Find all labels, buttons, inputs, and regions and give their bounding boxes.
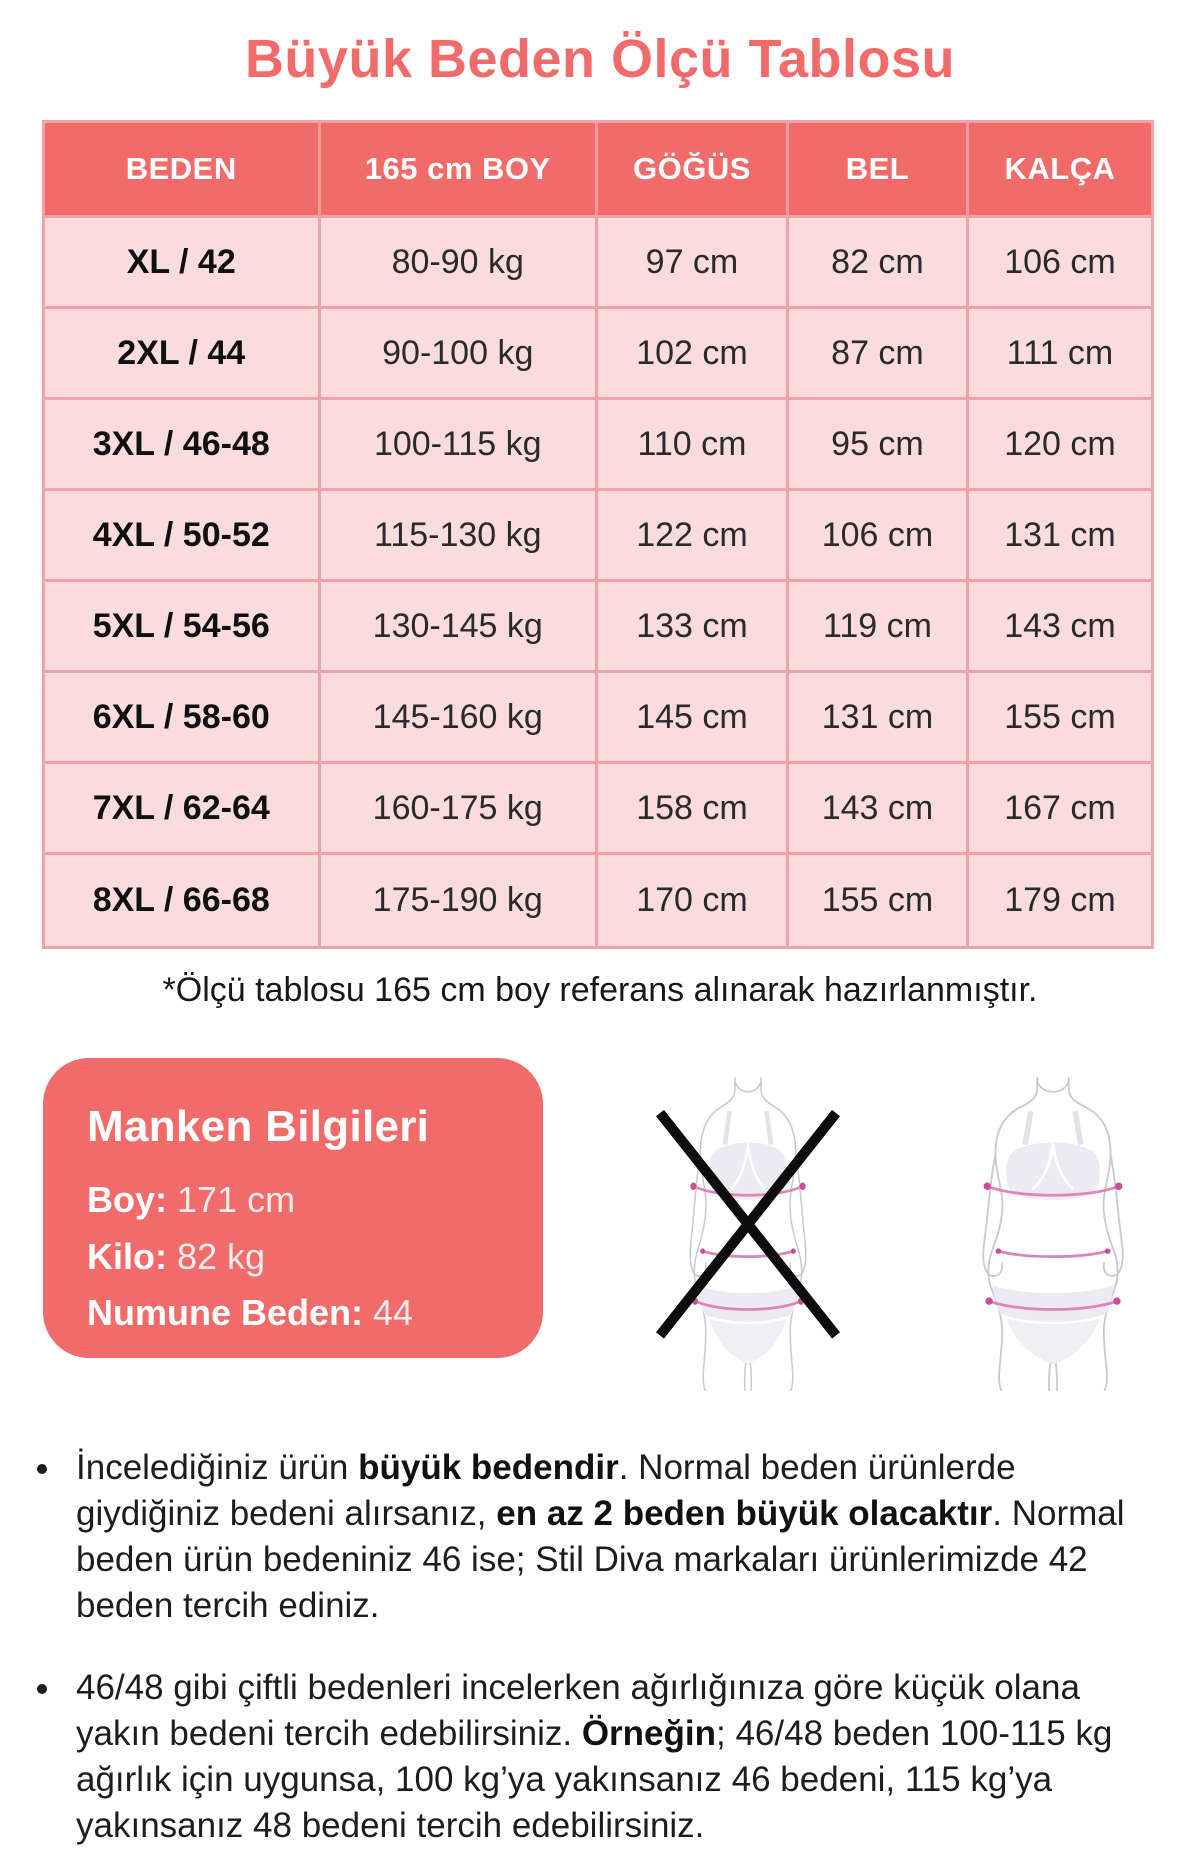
- crossed-out-body-figure-icon: [643, 1076, 853, 1391]
- table-cell: 80-90 kg: [321, 218, 599, 309]
- size-guide-page: [0, 28, 1200, 1845]
- plus-size-body-figure-icon: [948, 1076, 1158, 1391]
- table-cell: 106 cm: [789, 491, 969, 582]
- table-cell: 155 cm: [789, 855, 969, 946]
- model-info-row: [43, 1058, 1180, 1391]
- bullet-text-bold: büyük bedendir: [358, 1448, 619, 1487]
- model-height-label: Boy:: [87, 1179, 167, 1220]
- model-sample-size-value: 44: [373, 1292, 414, 1334]
- table-cell-size: 6XL / 58-60: [45, 673, 321, 764]
- bullet-double-size-info: [64, 1665, 1160, 1849]
- header-cell: 165 cm BOY: [321, 123, 599, 218]
- model-weight-line: [87, 1233, 509, 1282]
- table-cell: 110 cm: [598, 400, 789, 491]
- table-cell: 111 cm: [969, 309, 1151, 400]
- table-cell-size: 4XL / 50-52: [45, 491, 321, 582]
- figures-illustration: [543, 1076, 1180, 1391]
- table-cell-size: XL / 42: [45, 218, 321, 309]
- table-cell: 90-100 kg: [321, 309, 599, 400]
- table-cell-size: 3XL / 46-48: [45, 400, 321, 491]
- model-info-title: Manken Bilgileri: [87, 1102, 430, 1151]
- model-height-line: [87, 1176, 509, 1225]
- table-cell: 82 cm: [789, 218, 969, 309]
- table-cell: 131 cm: [789, 673, 969, 764]
- table-cell: 120 cm: [969, 400, 1151, 491]
- table-cell: 131 cm: [969, 491, 1151, 582]
- table-cell: 119 cm: [789, 582, 969, 673]
- table-cell: 158 cm: [598, 764, 789, 855]
- info-bullets: [42, 1445, 1160, 1849]
- table-cell: 102 cm: [598, 309, 789, 400]
- table-cell: 175-190 kg: [321, 855, 599, 946]
- model-sample-size-line: [87, 1289, 509, 1338]
- model-info-box: [43, 1058, 543, 1358]
- bullet-text: . Normal beden ürünlerde giydiğiniz bedeni alırsanız,: [76, 1448, 1016, 1533]
- table-cell: 106 cm: [969, 218, 1151, 309]
- table-cell: 87 cm: [789, 309, 969, 400]
- bullet-text: 46/48 gibi çiftli bedenleri incelerken ağırlığınıza göre küçük olana yakın bedeni tercih edebilirsiniz.: [76, 1668, 1080, 1753]
- table-cell: 179 cm: [969, 855, 1151, 946]
- header-cell: GÖĞÜS: [598, 123, 789, 218]
- header-cell: BEL: [789, 123, 969, 218]
- header-cell: BEDEN: [45, 123, 321, 218]
- table-cell: 155 cm: [969, 673, 1151, 764]
- table-cell: 130-145 kg: [321, 582, 599, 673]
- table-cell: 97 cm: [598, 218, 789, 309]
- model-weight-label: Kilo:: [87, 1235, 167, 1277]
- model-sample-size-label: Numune Beden:: [87, 1292, 364, 1334]
- bullet-text-bold: Örneğin: [581, 1714, 717, 1753]
- model-height-value: 171 cm: [177, 1179, 296, 1220]
- table-cell: 145-160 kg: [321, 673, 599, 764]
- table-cell: 100-115 kg: [321, 400, 599, 491]
- bullet-text: . Normal beden ürün bedeniniz 46 ise; Stil Diva markaları ürünlerimizde 42 beden tercih ediniz.: [76, 1494, 1125, 1625]
- size-table: [42, 120, 1154, 949]
- table-cell: 167 cm: [969, 764, 1151, 855]
- table-cell: 95 cm: [789, 400, 969, 491]
- table-cell-size: 2XL / 44: [45, 309, 321, 400]
- table-cell: 122 cm: [598, 491, 789, 582]
- table-cell: 133 cm: [598, 582, 789, 673]
- header-cell: KALÇA: [969, 123, 1151, 218]
- table-cell: 160-175 kg: [321, 764, 599, 855]
- bullet-text-bold: en az 2 beden büyük olacaktır: [496, 1494, 993, 1533]
- table-cell: 145 cm: [598, 673, 789, 764]
- bullet-text: İncelediğiniz ürün: [76, 1448, 359, 1487]
- table-cell-size: 8XL / 66-68: [45, 855, 321, 946]
- bullet-text: ; 46/48 beden 100-115 kg ağırlık için uygunsa, 100 kg’ya yakınsanız 46 bedeni, 115 kg’ya yakınsanız 48 bedeni tercih edebilirsiniz.: [76, 1714, 1113, 1845]
- reference-note: *Ölçü tablosu 165 cm boy referans alınarak hazırlanmıştır.: [162, 971, 1038, 1009]
- table-cell: 170 cm: [598, 855, 789, 946]
- table-cell-size: 5XL / 54-56: [45, 582, 321, 673]
- table-cell-size: 7XL / 62-64: [45, 764, 321, 855]
- model-weight-value: 82 kg: [176, 1235, 266, 1277]
- bullet-sizing-info: [64, 1445, 1160, 1629]
- table-cell: 143 cm: [969, 582, 1151, 673]
- page-title: Büyük Beden Ölçü Tablosu: [244, 29, 956, 89]
- table-cell: 143 cm: [789, 764, 969, 855]
- table-cell: 115-130 kg: [321, 491, 599, 582]
